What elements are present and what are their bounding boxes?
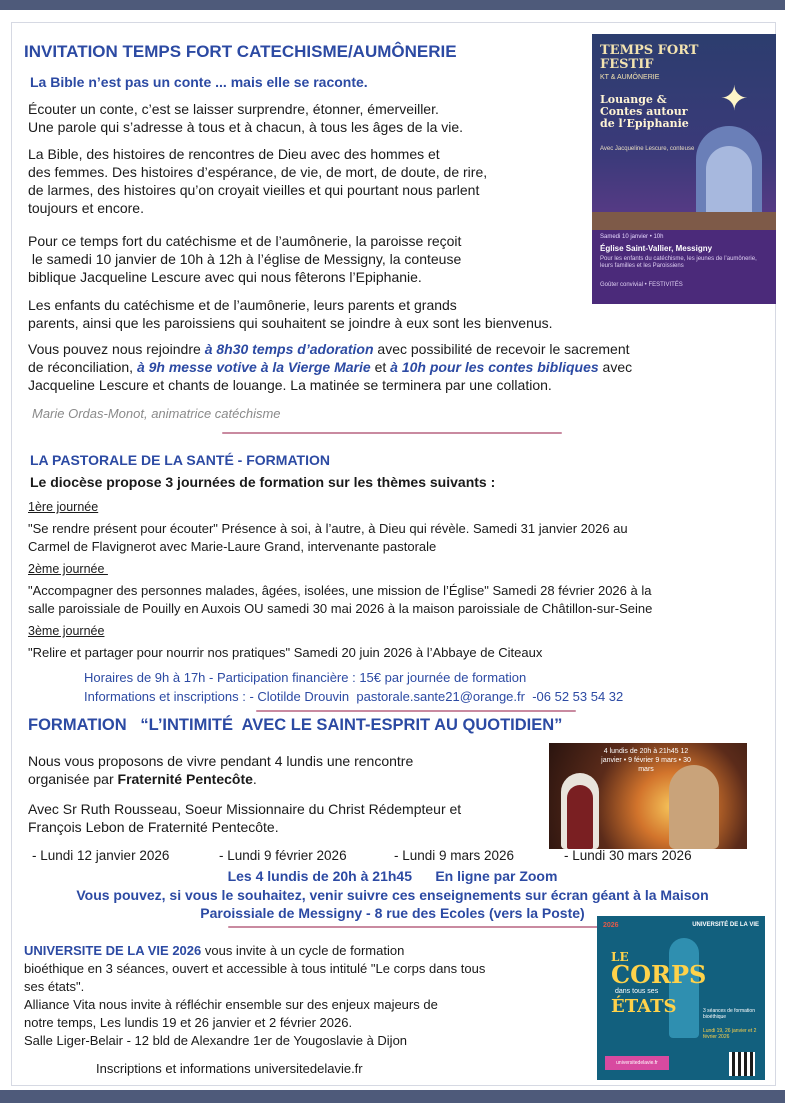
date-3: - Lundi 9 mars 2026	[394, 848, 515, 863]
divider	[256, 710, 576, 712]
text-span: Vous pouvez nous rejoindre	[28, 341, 205, 357]
text-line: Salle Liger-Belair - 12 bld de Alexandre 1er de Yougoslavie à Dijon	[24, 1033, 408, 1048]
organizer-name: Fraternité Pentecôte	[117, 771, 253, 787]
text-line: notre temps, Les lundis 19 et 26 janvier et 2 février 2026.	[24, 1015, 353, 1030]
poster-word-etats: ÉTATS	[611, 996, 677, 1017]
text-line: "Accompagner des personnes malades, âgées, isolées, une mission de l’Église" Samedi 28 février 2026 à la	[28, 583, 652, 598]
screen-info-line1: Vous pouvez, si vous le souhaitez, venir suivre ces enseignements sur écran géant à la Maison	[76, 887, 709, 903]
hours-text: Horaires de 9h à 17h - Participation financière : 15€ par journée de formation	[84, 670, 527, 685]
poster-small: Avec Jacqueline Lescure, conteuse	[600, 146, 695, 152]
text-line: "Se rendre présent pour écouter" Présence à soi, à l’autre, à Dieu qui révèle. Samedi 31 janvier 2026 au	[28, 521, 628, 536]
text-line: salle paroissiale de Pouilly en Auxois OU samedi 30 mai 2026 à la maison paroissiale de Châtillon-sur-Seine	[28, 601, 653, 616]
section2-lead: Le diocèse propose 3 journées de formation sur les thèmes suivants :	[30, 474, 496, 490]
section1-paragraph-4	[28, 296, 678, 332]
text-span: vous invite à un cycle de formation	[201, 943, 405, 958]
divider	[222, 432, 562, 434]
mass-time: à 9h messe votive à la Vierge Marie	[136, 359, 371, 375]
text-line: Jacqueline Lescure et chants de louange. La matinée se terminera par une collation.	[28, 377, 552, 393]
poster-line: TEMPS FORT	[600, 43, 699, 58]
text-line: Avec Sr Ruth Rousseau, Soeur Missionnaire du Christ Rédempteur et	[28, 801, 462, 817]
nun-robe	[567, 785, 593, 849]
text-line: La Bible, des histoires de rencontres de Dieu avec des hommes et	[28, 146, 440, 162]
universite-poster	[597, 916, 765, 1080]
section1-subtitle: La Bible n’est pas un conte ... mais elle se raconte.	[30, 74, 368, 90]
temps-fort-poster	[592, 34, 776, 304]
poster-dates: Lundi 19, 26 janvier et 2 février 2026	[703, 1028, 757, 1040]
tales-time: à 10h pour les contes bibliques	[390, 359, 599, 375]
poster-line: FESTIF	[600, 57, 654, 72]
section3-title: FORMATION “L’INTIMITÉ AVEC LE SAINT-ESPRIT AU QUOTIDIEN”	[28, 716, 563, 734]
universite-logo: UNIVERSITÉ DE LA VIE	[692, 922, 759, 928]
top-bar	[0, 0, 785, 10]
text-line: Écouter un conte, c’est se laisser surprendre, étonner, émerveiller.	[28, 101, 439, 117]
text-line: Pour ce temps fort du catéchisme et de l’aumônerie, la paroisse reçoit	[28, 233, 462, 249]
text-line: toujours et encore.	[28, 200, 144, 216]
section2-title: LA PASTORALE DE LA SANTÉ - FORMATION	[30, 452, 330, 468]
image-caption: 4 lundis de 20h à 21h45 12 janvier • 9 février 9 mars • 30 mars	[601, 748, 691, 773]
text-line: bioéthique en 3 séances, ouvert et accessible à tous intitulé "Le corps dans tous	[24, 961, 486, 976]
divider	[228, 926, 608, 928]
formation-image	[549, 743, 747, 849]
poster-audience: Pour les enfants du catéchisme, les jeunes de l’aumônerie, leurs familles et les Paroissiens	[600, 256, 757, 269]
contact-info: Informations et inscriptions : - Clotilde Drouvin pastorale.sante21@orange.fr -06 52 53 54 32	[84, 689, 624, 704]
poster-description: 3 séances de formation bioéthique	[703, 1008, 755, 1020]
text-line: Alliance Vita nous invite à réfléchir ensemble sur des enjeux majeurs de	[24, 997, 438, 1012]
section1-title: INVITATION TEMPS FORT CATECHISME/AUMÔNERIE	[24, 42, 457, 61]
day1-label: 1ère journée	[28, 500, 99, 514]
registration-info: Inscriptions et informations universitedelavie.fr	[96, 1061, 363, 1076]
text-span: .	[252, 771, 257, 787]
section1-paragraph-5	[28, 340, 768, 394]
poster-title: Louange & Contes autour de l’Epiphanie	[600, 93, 689, 130]
text-span: organisée par	[28, 771, 118, 787]
text-line: de larmes, des histoires qu’on croyait vieilles et qui pourtant nous parlent	[28, 182, 480, 198]
poster-place: Église Saint-Vallier, Messigny	[600, 244, 713, 253]
day1-text	[28, 520, 778, 556]
bottom-bar	[0, 1090, 785, 1103]
poster-website: universitedelavie.fr	[605, 1056, 669, 1070]
poster-word-le: LE	[611, 950, 629, 964]
text-line: François Lebon de Fraternité Pentecôte.	[28, 819, 279, 835]
section1-paragraph-1	[28, 100, 588, 136]
poster-footer: Goûter convivial • FESTIVITÉS	[600, 282, 683, 288]
day3-label: 3ème journée	[28, 624, 105, 638]
christ-figure	[669, 765, 719, 849]
text-line: Les enfants du catéchisme et de l’aumônerie, leurs parents et grands	[28, 297, 457, 313]
section3-paragraph-1	[28, 752, 548, 788]
text-line: Une parole qui s’adresse à tous et à chacun, à tous les âges de la vie.	[28, 119, 464, 135]
text-span: avec	[598, 359, 633, 375]
poster-sub: KT & AUMÔNERIE	[600, 74, 660, 81]
text-span: de réconciliation,	[28, 359, 137, 375]
text-line: ses états".	[24, 979, 85, 994]
section3-paragraph-2	[28, 800, 558, 836]
text-line	[28, 770, 548, 788]
text-span: et	[370, 359, 391, 375]
day3-text	[28, 644, 778, 662]
text-line: "Relire et partager pour nourrir nos pratiques" Samedi 20 juin 2026 à l’Abbaye de Citeaux	[28, 645, 543, 660]
screen-info-line2: Paroissiale de Messigny - 8 rue des Ecoles (vers la Poste)	[200, 905, 585, 921]
section1-paragraph-2	[28, 145, 588, 217]
text-line: Carmel de Flavignerot avec Marie-Laure Grand, intervenante pastorale	[28, 539, 437, 554]
zoom-hours: Les 4 lundis de 20h à 21h45 En ligne par Zoom	[227, 868, 558, 884]
text-line: parents, ainsi que les paroissiens qui souhaitent se joindre à eux sont les bienvenus.	[28, 315, 553, 331]
text-line: des femmes. Des histoires d’espérance, de vie, de mort, de doute, de rire,	[28, 164, 488, 180]
poster-word-sous: dans tous ses	[615, 988, 659, 995]
section4-text	[24, 942, 594, 1050]
poster-word-corps: CORPS	[611, 960, 707, 989]
text-line	[28, 358, 768, 376]
universite-title: UNIVERSITE DE LA VIE 2026	[24, 943, 202, 958]
text-line: le samedi 10 janvier de 10h à 12h à l’église de Messigny, la conteuse	[28, 251, 462, 267]
text-line: Nous vous proposons de vivre pendant 4 lundis une rencontre	[28, 753, 414, 769]
poster-date: Samedi 10 janvier • 10h	[600, 234, 664, 240]
date-1: - Lundi 12 janvier 2026	[32, 848, 170, 863]
text-line	[24, 942, 594, 960]
poster-year: 2026	[603, 922, 619, 929]
adoration-time: à 8h30 temps d’adoration	[204, 341, 374, 357]
signature: Marie Ordas-Monot, animatrice catéchisme	[32, 406, 281, 421]
day2-label: 2ème journée	[28, 562, 108, 576]
text-span: avec possibilité de recevoir le sacrement	[373, 341, 630, 357]
text-line	[28, 340, 768, 358]
date-2: - Lundi 9 février 2026	[219, 848, 347, 863]
section1-paragraph-3	[28, 232, 588, 286]
qr-code-icon	[729, 1052, 755, 1076]
star-icon: ✦	[720, 80, 749, 118]
date-4: - Lundi 30 mars 2026	[564, 848, 692, 863]
poster-heading	[600, 44, 698, 72]
day2-text	[28, 582, 778, 618]
text-line: biblique Jacqueline Lescure avec qui nous fêterons l’Epiphanie.	[28, 269, 422, 285]
